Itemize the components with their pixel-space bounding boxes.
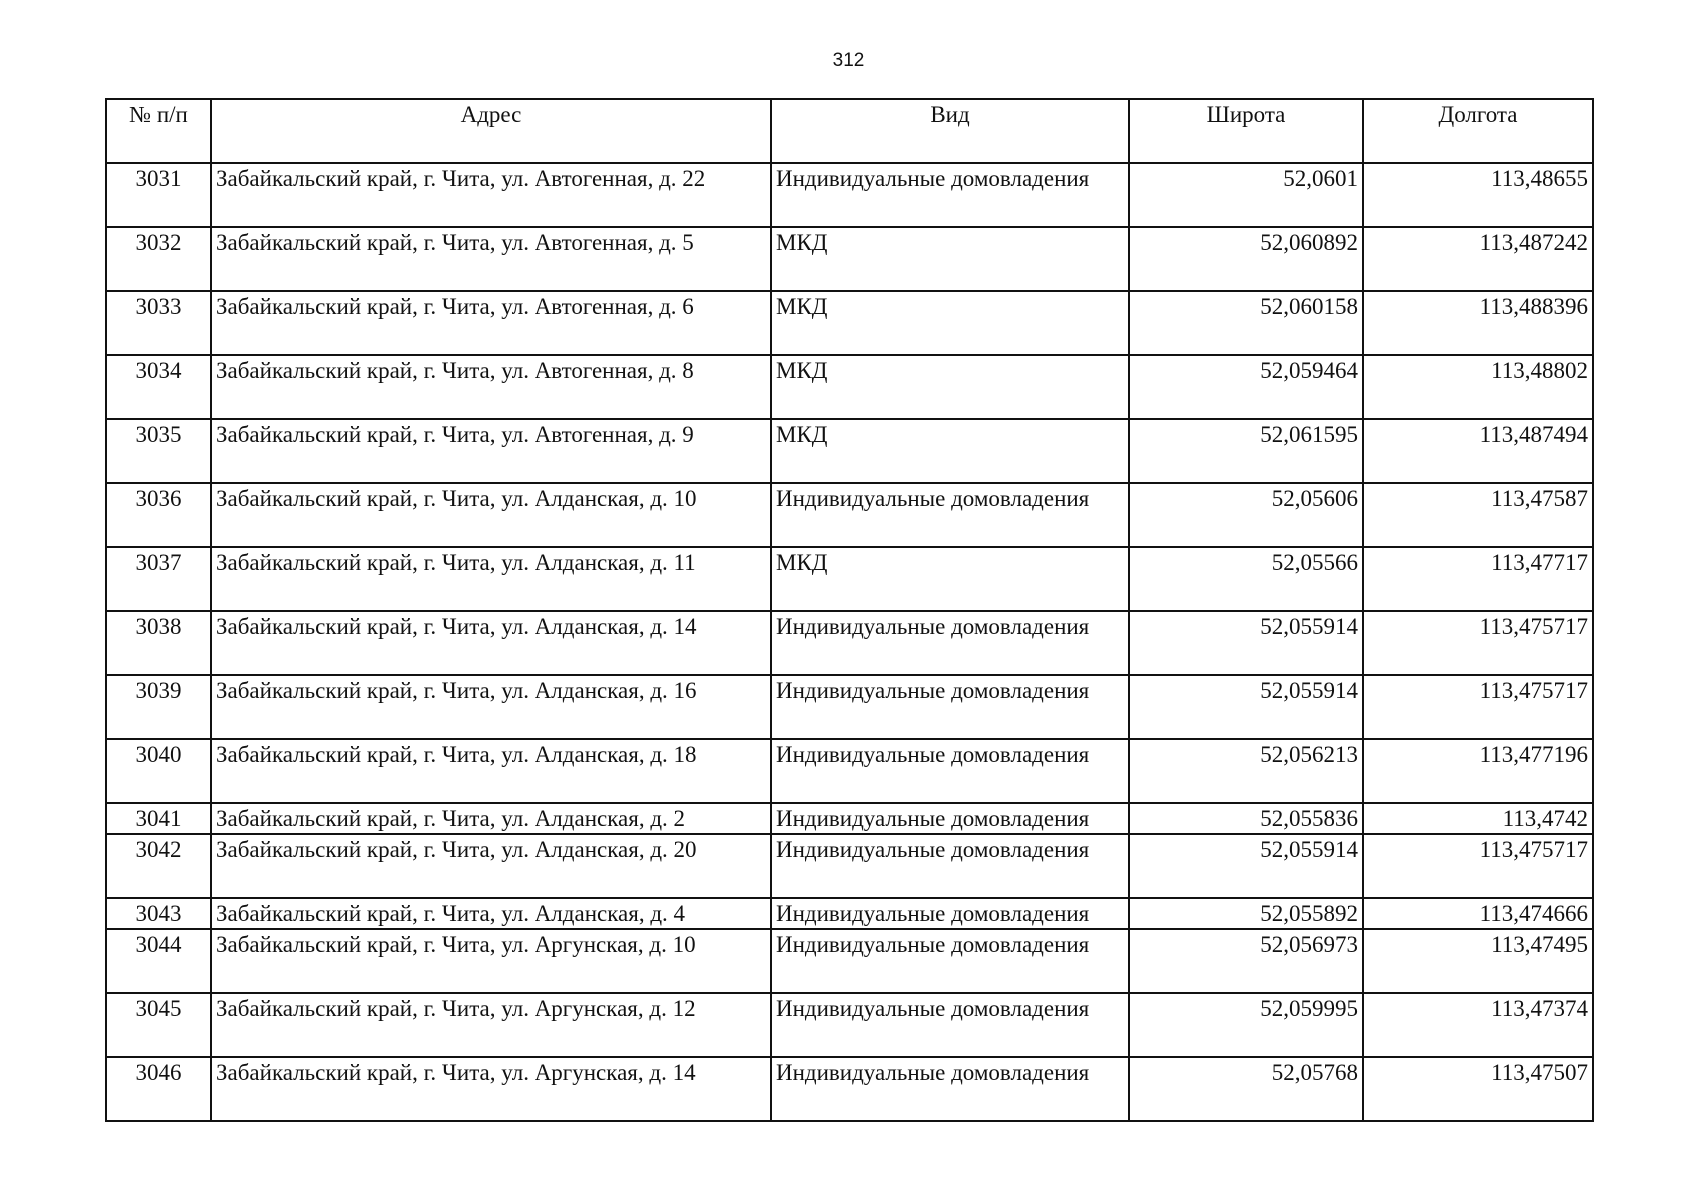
row-latitude: 52,059464: [1129, 355, 1363, 419]
header-number: № п/п: [106, 99, 211, 163]
row-longitude: 113,487494: [1363, 419, 1593, 483]
row-number: 3037: [106, 547, 211, 611]
row-kind: Индивидуальные домовладения: [771, 739, 1129, 803]
table-row: [106, 291, 1593, 355]
row-latitude: 52,05768: [1129, 1057, 1363, 1121]
row-latitude: 52,055892: [1129, 898, 1363, 929]
table-row: [106, 163, 1593, 227]
row-number: 3036: [106, 483, 211, 547]
row-longitude: 113,475717: [1363, 834, 1593, 898]
row-number: 3046: [106, 1057, 211, 1121]
row-latitude: 52,055836: [1129, 803, 1363, 834]
row-number: 3040: [106, 739, 211, 803]
row-longitude: 113,487242: [1363, 227, 1593, 291]
row-number: 3044: [106, 929, 211, 993]
row-longitude: 113,47717: [1363, 547, 1593, 611]
row-latitude: 52,056973: [1129, 929, 1363, 993]
row-kind: Индивидуальные домовладения: [771, 803, 1129, 834]
row-latitude: 52,060892: [1129, 227, 1363, 291]
row-address: Забайкальский край, г. Чита, ул. Автогенная, д. 22: [211, 163, 771, 227]
row-latitude: 52,055914: [1129, 675, 1363, 739]
table-row: [106, 929, 1593, 993]
table-row: [106, 675, 1593, 739]
table-row: [106, 227, 1593, 291]
row-kind: Индивидуальные домовладения: [771, 898, 1129, 929]
row-longitude: 113,47374: [1363, 993, 1593, 1057]
row-longitude: 113,48655: [1363, 163, 1593, 227]
page-number: 312: [832, 50, 865, 71]
table-row: [106, 419, 1593, 483]
row-number: 3045: [106, 993, 211, 1057]
row-address: Забайкальский край, г. Чита, ул. Аргунская, д. 14: [211, 1057, 771, 1121]
table-row: [106, 898, 1593, 929]
row-number: 3041: [106, 803, 211, 834]
row-longitude: 113,477196: [1363, 739, 1593, 803]
table-row: [106, 834, 1593, 898]
row-kind: МКД: [771, 547, 1129, 611]
row-longitude: 113,47587: [1363, 483, 1593, 547]
row-kind: Индивидуальные домовладения: [771, 611, 1129, 675]
header-kind: Вид: [771, 99, 1129, 163]
row-number: 3043: [106, 898, 211, 929]
header-longitude: Долгота: [1363, 99, 1593, 163]
row-kind: МКД: [771, 227, 1129, 291]
row-kind: Индивидуальные домовладения: [771, 929, 1129, 993]
row-kind: Индивидуальные домовладения: [771, 163, 1129, 227]
row-number: 3039: [106, 675, 211, 739]
row-latitude: 52,055914: [1129, 611, 1363, 675]
row-number: 3038: [106, 611, 211, 675]
table-header-row: [106, 99, 1593, 163]
row-address: Забайкальский край, г. Чита, ул. Алданская, д. 16: [211, 675, 771, 739]
row-address: Забайкальский край, г. Чита, ул. Аргунская, д. 10: [211, 929, 771, 993]
address-table: [105, 98, 1594, 1122]
row-number: 3032: [106, 227, 211, 291]
row-number: 3042: [106, 834, 211, 898]
row-kind: МКД: [771, 355, 1129, 419]
table-body: [106, 163, 1593, 1121]
row-longitude: 113,488396: [1363, 291, 1593, 355]
row-number: 3033: [106, 291, 211, 355]
row-address: Забайкальский край, г. Чита, ул. Аргунская, д. 12: [211, 993, 771, 1057]
row-longitude: 113,475717: [1363, 675, 1593, 739]
row-longitude: 113,475717: [1363, 611, 1593, 675]
table-row: [106, 739, 1593, 803]
table-row: [106, 483, 1593, 547]
row-latitude: 52,061595: [1129, 419, 1363, 483]
row-latitude: 52,0601: [1129, 163, 1363, 227]
row-address: Забайкальский край, г. Чита, ул. Алданская, д. 2: [211, 803, 771, 834]
row-longitude: 113,47495: [1363, 929, 1593, 993]
row-latitude: 52,055914: [1129, 834, 1363, 898]
row-kind: Индивидуальные домовладения: [771, 1057, 1129, 1121]
row-kind: Индивидуальные домовладения: [771, 834, 1129, 898]
header-address: Адрес: [211, 99, 771, 163]
row-kind: Индивидуальные домовладения: [771, 675, 1129, 739]
table-row: [106, 611, 1593, 675]
row-latitude: 52,060158: [1129, 291, 1363, 355]
row-address: Забайкальский край, г. Чита, ул. Алданская, д. 4: [211, 898, 771, 929]
row-number: 3035: [106, 419, 211, 483]
header-latitude: Широта: [1129, 99, 1363, 163]
row-address: Забайкальский край, г. Чита, ул. Алданская, д. 18: [211, 739, 771, 803]
row-latitude: 52,05606: [1129, 483, 1363, 547]
row-kind: МКД: [771, 419, 1129, 483]
table-row: [106, 1057, 1593, 1121]
row-address: Забайкальский край, г. Чита, ул. Автогенная, д. 9: [211, 419, 771, 483]
row-longitude: 113,474666: [1363, 898, 1593, 929]
row-kind: Индивидуальные домовладения: [771, 483, 1129, 547]
table-row: [106, 355, 1593, 419]
table-row: [106, 803, 1593, 834]
row-address: Забайкальский край, г. Чита, ул. Алданская, д. 11: [211, 547, 771, 611]
row-address: Забайкальский край, г. Чита, ул. Алданская, д. 20: [211, 834, 771, 898]
table-row: [106, 547, 1593, 611]
row-longitude: 113,47507: [1363, 1057, 1593, 1121]
row-number: 3031: [106, 163, 211, 227]
row-kind: Индивидуальные домовладения: [771, 993, 1129, 1057]
row-address: Забайкальский край, г. Чита, ул. Алданская, д. 10: [211, 483, 771, 547]
row-longitude: 113,48802: [1363, 355, 1593, 419]
row-address: Забайкальский край, г. Чита, ул. Автогенная, д. 6: [211, 291, 771, 355]
row-kind: МКД: [771, 291, 1129, 355]
row-number: 3034: [106, 355, 211, 419]
row-address: Забайкальский край, г. Чита, ул. Автогенная, д. 5: [211, 227, 771, 291]
row-latitude: 52,059995: [1129, 993, 1363, 1057]
row-address: Забайкальский край, г. Чита, ул. Автогенная, д. 8: [211, 355, 771, 419]
row-latitude: 52,056213: [1129, 739, 1363, 803]
row-longitude: 113,4742: [1363, 803, 1593, 834]
row-latitude: 52,05566: [1129, 547, 1363, 611]
row-address: Забайкальский край, г. Чита, ул. Алданская, д. 14: [211, 611, 771, 675]
table-row: [106, 993, 1593, 1057]
